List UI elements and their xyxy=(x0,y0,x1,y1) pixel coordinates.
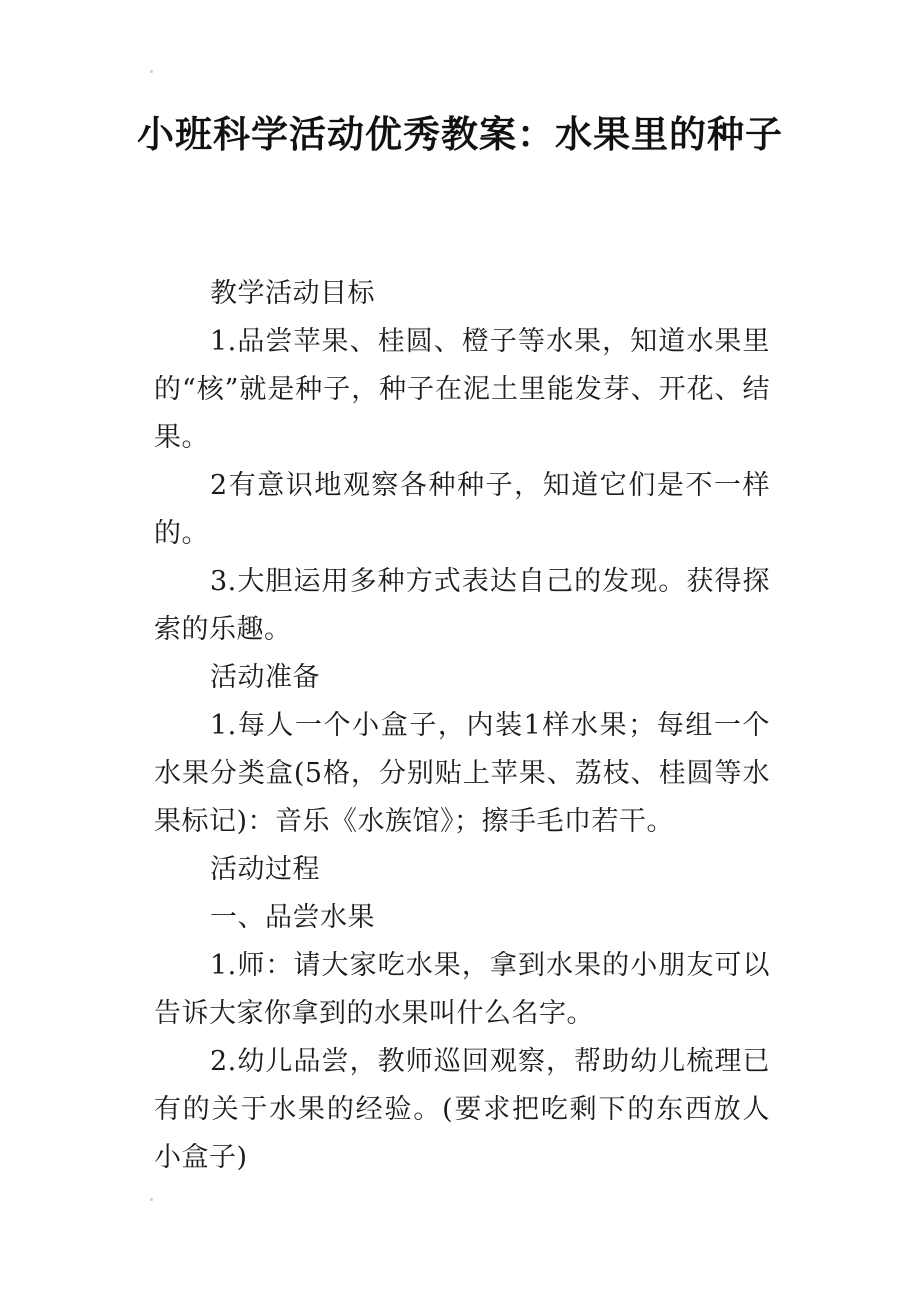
process-item-2: 2.幼儿品尝，教师巡回观察，帮助幼儿梳理已有的关于水果的经验。(要求把吃剩下的东西放人小盒子) xyxy=(154,1046,770,1173)
goal-item-3: 3.大胆运用多种方式表达自己的发现。获得探索的乐趣。 xyxy=(154,566,770,645)
heading-activity-process: 活动过程 xyxy=(210,854,320,885)
corner-mark-top xyxy=(150,70,153,73)
preparation-item-1: 1.每人一个小盒子，内装1样水果；每组一个水果分类盒(5格，分别贴上苹果、荔枝、桂圆等水果标记)：音乐《水族馆》；擦手毛巾若干。 xyxy=(154,710,770,837)
goal-item-2: 2有意识地观察各种种子，知道它们是不一样的。 xyxy=(154,470,770,549)
corner-mark-bottom xyxy=(150,1198,153,1201)
document-body xyxy=(154,270,770,1182)
heading-teaching-goals: 教学活动目标 xyxy=(210,278,375,309)
goal-item-1: 1.品尝苹果、桂圆、橙子等水果，知道水果里的“核”就是种子，种子在泥土里能发芽、开花、结果。 xyxy=(154,326,770,453)
document-title: 小班科学活动优秀教案：水果里的种子 xyxy=(137,113,783,156)
section-tasting-fruit: 一、品尝水果 xyxy=(210,902,375,933)
heading-activity-preparation: 活动准备 xyxy=(210,662,320,693)
process-item-1: 1.师：请大家吃水果，拿到水果的小朋友可以告诉大家你拿到的水果叫什么名字。 xyxy=(154,950,770,1029)
